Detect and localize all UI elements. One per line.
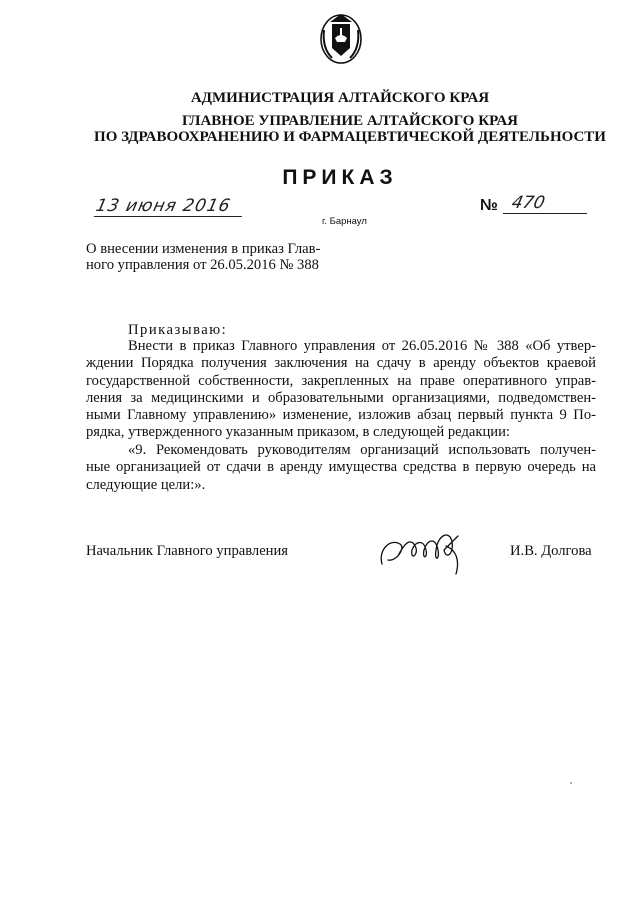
handwritten-date: 13 июня 2016: [94, 196, 246, 217]
city-label: г. Барнаул: [322, 216, 367, 227]
paragraph-quote: [86, 442, 596, 494]
administration-heading: АДМИНИСТРАЦИЯ АЛТАЙСКОГО КРАЯ: [190, 90, 490, 106]
department-heading-line2: ПО ЗДРАВООХРАНЕНИЮ И ФАРМАЦЕВТИЧЕСКОЙ ДЕЯТЕЛЬНОСТИ: [94, 129, 606, 145]
handwritten-number: 470: [509, 193, 547, 213]
department-heading-line1: ГЛАВНОЕ УПРАВЛЕНИЕ АЛТАЙСКОГО КРАЯ: [182, 113, 518, 129]
number-underline: [503, 213, 587, 214]
paragraph-line: ными Главному управлению» изменение, изложив абзац первый пункта 9 По-: [86, 407, 596, 424]
paragraph-line: следующие цели:».: [86, 476, 206, 493]
signer-name: И.В. Долгова: [510, 543, 592, 559]
signer-title: Начальник Главного управления: [86, 543, 289, 559]
document-type-title: ПРИКАЗ: [282, 166, 398, 189]
subject-line: ного управления от 26.05.2016 № 388: [86, 257, 319, 273]
subject-line: О внесении изменения в приказ Глав-: [86, 241, 321, 257]
order-subject: [86, 241, 320, 273]
paragraph-line: ждении Порядка получения заключения на сдачу в аренду объектов краевой: [86, 355, 596, 372]
altai-coat-of-arms-emblem: [318, 8, 364, 66]
paragraph-line: ления за медицинскими и образовательными организациями, подведомствен-: [86, 389, 596, 406]
paragraph-line: государственной собственности, закрепленных на праве оперативного управ-: [86, 372, 596, 389]
number-sign: №: [480, 197, 498, 214]
handwritten-signature: [376, 520, 492, 580]
paragraph-main: [86, 338, 596, 442]
paragraph-line: «9. Рекомендовать руководителям организаций использовать получен-: [128, 442, 596, 458]
paragraph-line: ные организацией от сдачи в аренду имущества средства в первую очередь на: [86, 459, 596, 476]
paragraph-line: рядка, утвержденного указанным приказом, в следующей редакции:: [86, 424, 510, 441]
paragraph-line: Внести в приказ Главного управления от 26.05.2016 № 388 «Об утвер-: [128, 338, 596, 354]
scan-speck: [570, 782, 572, 784]
order-word: Приказываю:: [128, 322, 228, 338]
